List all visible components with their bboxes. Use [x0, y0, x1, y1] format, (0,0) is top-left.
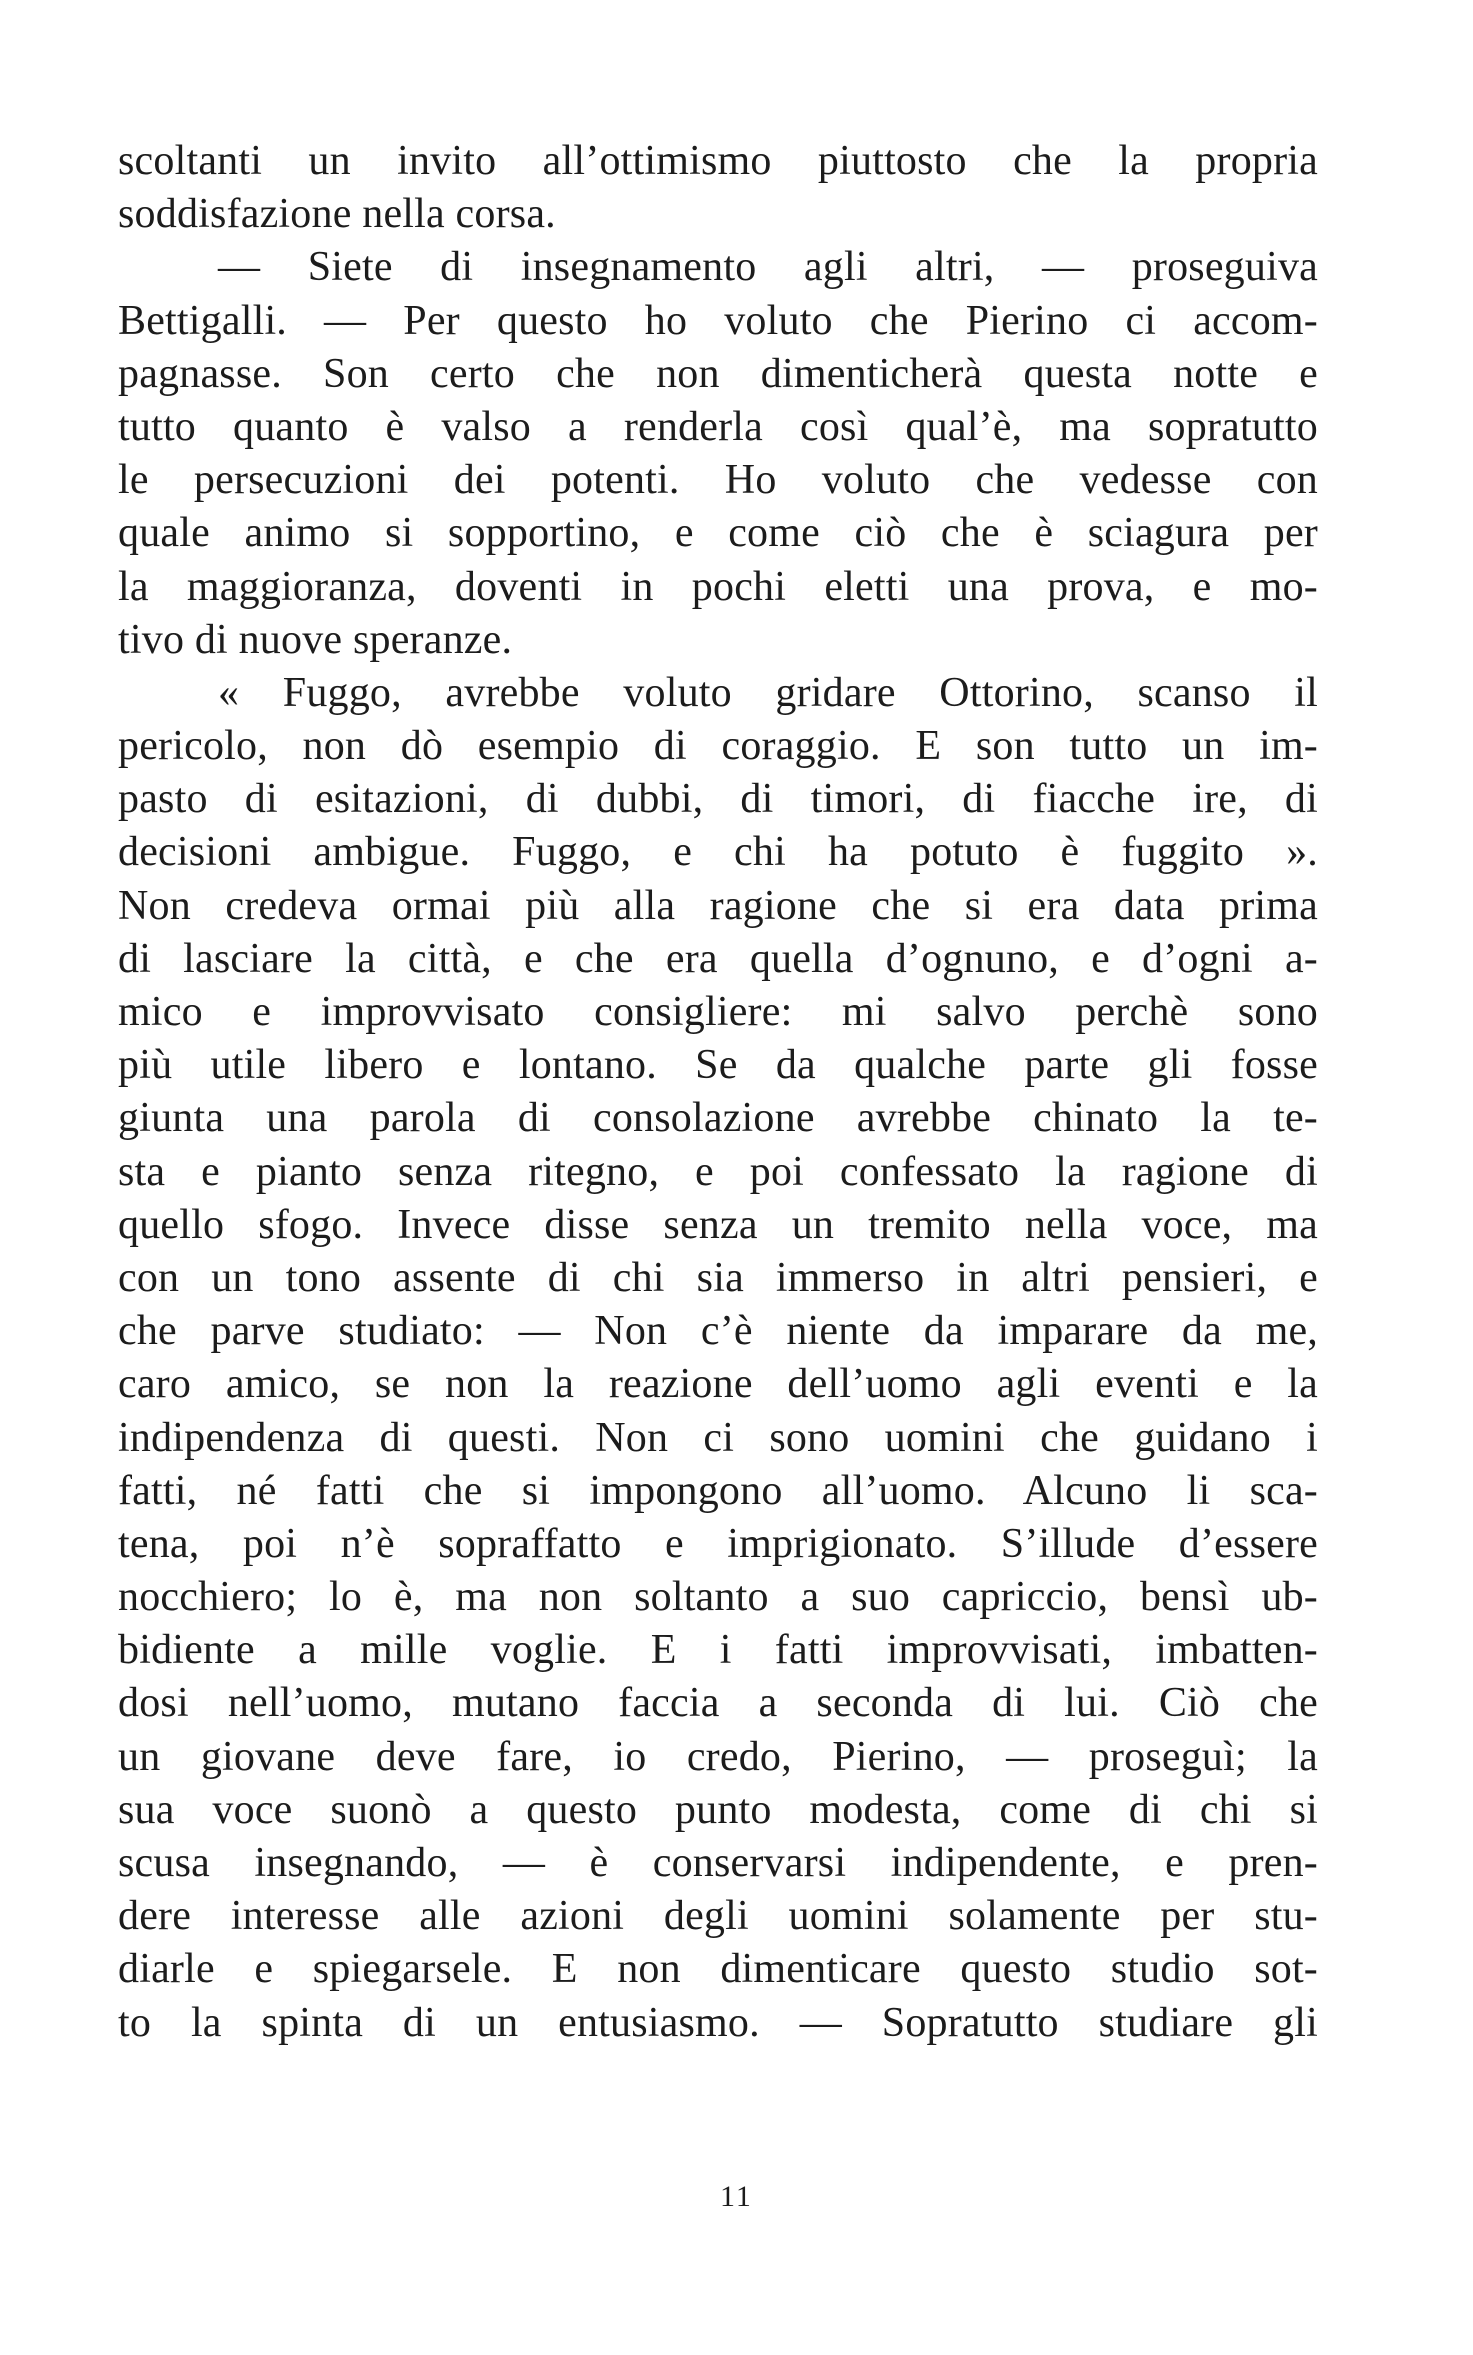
- text-line: dosi nell’uomo, mutano faccia a seconda di lui. Ciò che: [118, 1680, 1318, 1727]
- text-line: « Fuggo, avrebbe voluto gridare Ottorino, scanso il: [218, 669, 1318, 716]
- text-line: con un tono assente di chi sia immerso in altri pensieri, e: [118, 1254, 1318, 1301]
- text-line: pagnasse. Son certo che non dimenticherà questa notte e: [118, 350, 1318, 397]
- text-line: tivo di nuove speranze.: [118, 616, 513, 663]
- text-line: tena, poi n’è sopraffatto e imprigionato. S’illude d’essere: [118, 1520, 1318, 1567]
- text-line: dere interesse alle azioni degli uomini solamente per stu-: [118, 1893, 1318, 1940]
- text-line: mico e improvvisato consigliere: mi salvo perchè sono: [118, 989, 1318, 1035]
- text-line: Non credeva ormai più alla ragione che si era data prima: [118, 882, 1318, 929]
- text-line: giunta una parola di consolazione avrebbe chinato la te-: [118, 1095, 1318, 1142]
- body-text: [118, 135, 1318, 2050]
- text-line: to la spinta di un entusiasmo. — Sopratutto studiare gli: [118, 1999, 1318, 2046]
- text-line: indipendenza di questi. Non ci sono uomini che guidano i: [118, 1414, 1318, 1461]
- page-number: 11: [720, 2180, 753, 2213]
- text-line: nocchiero; lo è, ma non soltanto a suo capriccio, bensì ub-: [118, 1574, 1318, 1621]
- text-line: le persecuzioni dei potenti. Ho voluto che vedesse con: [118, 457, 1318, 504]
- text-line: quello sfogo. Invece disse senza un tremito nella voce, ma: [118, 1201, 1318, 1248]
- text-line: decisioni ambigue. Fuggo, e chi ha potuto è fuggito ».: [118, 829, 1318, 876]
- text-line: bidiente a mille voglie. E i fatti improvvisati, imbatten-: [118, 1627, 1318, 1674]
- text-line: fatti, né fatti che si impongono all’uomo. Alcuno li sca-: [118, 1467, 1318, 1514]
- text-line: — Siete di insegnamento agli altri, — proseguiva: [218, 244, 1318, 291]
- text-line: scusa insegnando, — è conservarsi indipendente, e pren-: [118, 1840, 1318, 1886]
- text-line: soddisfazione nella corsa.: [118, 191, 556, 238]
- text-line: pasto di esitazioni, di dubbi, di timori, di fiacche ire, di: [118, 776, 1318, 823]
- text-line: sua voce suonò a questo punto modesta, come di chi si: [118, 1786, 1318, 1833]
- text-line: un giovane deve fare, io credo, Pierino, — proseguì; la: [118, 1733, 1318, 1780]
- text-line: Bettigalli. — Per questo ho voluto che Pierino ci accom-: [118, 297, 1318, 344]
- text-line: più utile libero e lontano. Se da qualche parte gli fosse: [118, 1042, 1318, 1089]
- text-line: di lasciare la città, e che era quella d’ognuno, e d’ogni a-: [118, 935, 1318, 982]
- text-line: sta e pianto senza ritegno, e poi confessato la ragione di: [118, 1148, 1318, 1195]
- text-line: scoltanti un invito all’ottimismo piuttosto che la propria: [118, 138, 1318, 184]
- text-line: tutto quanto è valso a renderla così qual’è, ma sopratutto: [118, 403, 1318, 450]
- text-line: diarle e spiegarsele. E non dimenticare questo studio sot-: [118, 1946, 1318, 1993]
- text-line: la maggioranza, doventi in pochi eletti una prova, e mo-: [118, 563, 1318, 610]
- text-line: pericolo, non dò esempio di coraggio. E son tutto un im-: [118, 723, 1318, 770]
- text-line: quale animo si sopportino, e come ciò che è sciagura per: [118, 510, 1318, 557]
- text-line: caro amico, se non la reazione dell’uomo agli eventi e la: [118, 1361, 1318, 1408]
- text-line: che parve studiato: — Non c’è niente da imparare da me,: [118, 1308, 1318, 1355]
